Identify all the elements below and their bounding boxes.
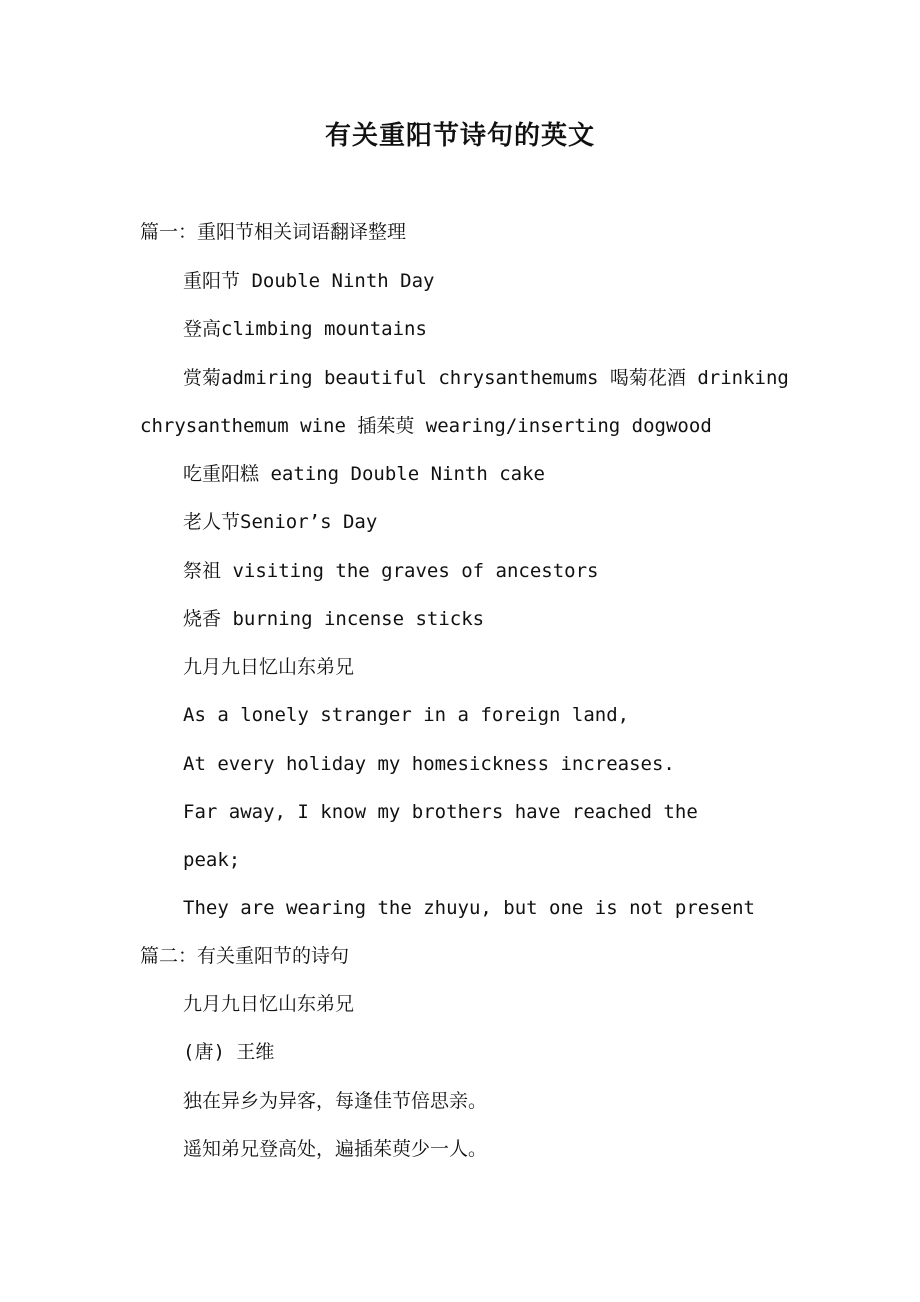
poem-line: Far away, I know my brothers have reached the bbox=[183, 801, 698, 823]
term-line: 登高climbing mountains bbox=[183, 318, 427, 340]
document-title: 有关重阳节诗句的英文 bbox=[324, 121, 595, 151]
poem-line: As a lonely stranger in a foreign land, bbox=[183, 704, 630, 726]
poem-line: 遥知弟兄登高处，遍插茱萸少一人。 bbox=[183, 1138, 488, 1160]
term-line: 老人节Senior’s Day bbox=[183, 511, 378, 533]
poem-author: (唐) 王维 bbox=[183, 1041, 275, 1063]
term-line: 祭祖 visiting the graves of ancestors bbox=[183, 560, 599, 582]
poem-line: 独在异乡为异客，每逢佳节倍思亲。 bbox=[183, 1090, 488, 1112]
poem-line: They are wearing the zhuyu, but one is not present bbox=[183, 897, 755, 919]
term-line: 烧香 burning incense sticks bbox=[183, 608, 485, 630]
term-line-continued: chrysanthemum wine 插茱萸 wearing/inserting dogwood bbox=[140, 415, 712, 437]
term-line: 吃重阳糕 eating Double Ninth cake bbox=[183, 463, 545, 485]
poem-title: 九月九日忆山东弟兄 bbox=[183, 656, 355, 678]
poem-line: peak; bbox=[183, 849, 241, 871]
term-line: 重阳节 Double Ninth Day bbox=[183, 270, 435, 292]
poem-line: At every holiday my homesickness increases. bbox=[183, 753, 675, 775]
section-heading-2: 篇二：有关重阳节的诗句 bbox=[140, 945, 350, 967]
term-line: 赏菊admiring beautiful chrysanthemums 喝菊花酒 drinking bbox=[183, 367, 789, 389]
section-heading-1: 篇一：重阳节相关词语翻译整理 bbox=[140, 221, 407, 243]
poem-title: 九月九日忆山东弟兄 bbox=[183, 993, 355, 1015]
